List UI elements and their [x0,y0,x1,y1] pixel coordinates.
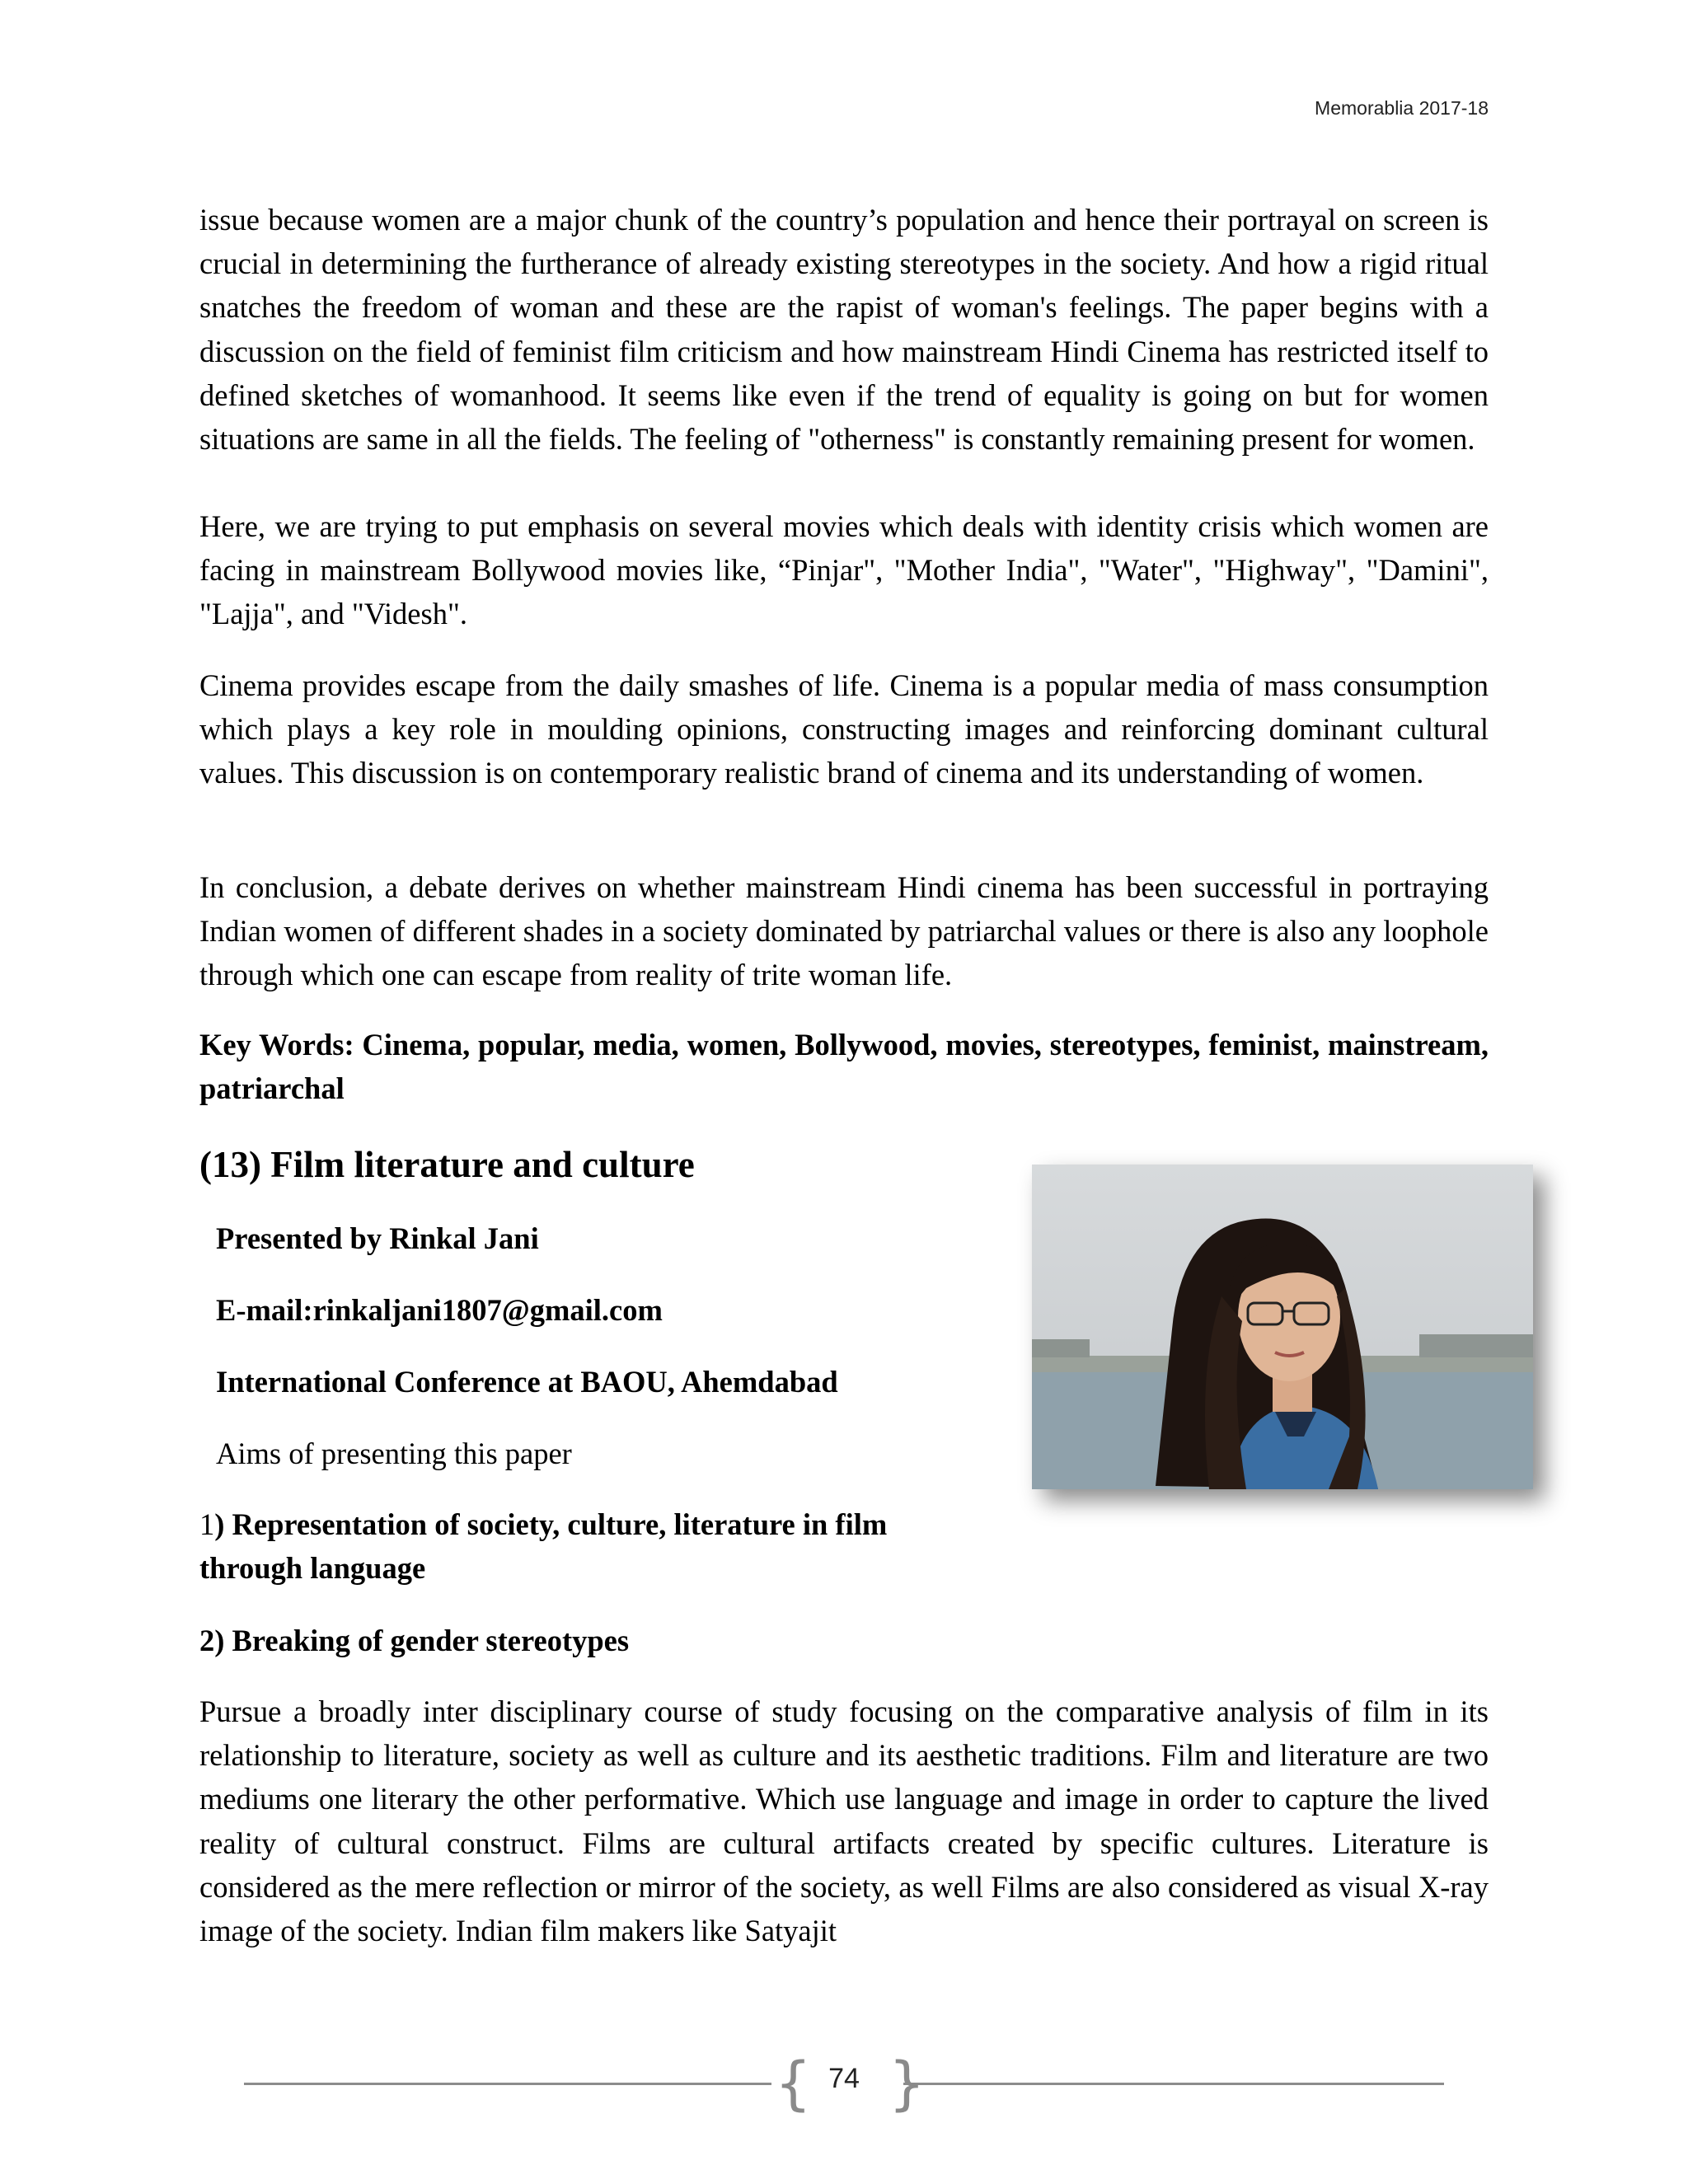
aim-1 [199,1502,991,1590]
keywords: Key Words: Cinema, popular, media, women, Bollywood, movies, stereotypes, feminist, mainstream, patriarchal [199,1028,1489,1106]
aims-intro: Aims of presenting this paper [216,1436,572,1470]
aim-1-text: ) Representation of society, culture, literature in film through language [199,1507,888,1585]
conference-name: International Conference at BAOU, Ahemdabad [216,1365,838,1399]
presenter-photo [1032,1165,1533,1489]
right-brace-icon: } [889,2050,926,2117]
paragraph-conclusion: In conclusion, a debate derives on whether mainstream Hindi cinema has been successful in portraying Indian women of different shades in a society dominated by patriarchal values or there is also any loophole through which one can escape from reality of trite woman life. [199,870,1489,992]
presenter-name: Presented by Rinkal Jani [216,1221,539,1255]
paragraph-cinema-escape: Cinema provides escape from the daily smashes of life. Cinema is a popular media of mass consumption which plays a key role in moulding opinions, constructing images and reinforcing dominant cultural values. This discussion is on contemporary realistic brand of cinema and its understanding of women. [199,668,1489,790]
page-number: 74 [828,2063,860,2094]
running-header: Memorablia 2017-18 [1315,97,1489,119]
section-heading: (13) Film literature and culture [199,1144,695,1185]
footer-rule-right [903,2083,1444,2085]
paragraph-film-literature: Pursue a broadly inter disciplinary course of study focusing on the comparative analysis of film in its relationship to literature, society as well as culture and its aesthetic traditions. Film and literature are two mediums one literary the other performative. Which use language and image in order to capture the lived reality of cultural construct. Films are cultural artifacts created by specific cultures. Literature is considered as the mere reflection or mirror of the society, as well Films are also considered as visual X-ray image of the society. Indian film makers like Satyajit [199,1694,1489,1948]
aim-1-number: 1 [199,1507,215,1541]
paragraph-intro: issue because women are a major chunk of the country’s population and hence their portrayal on screen is crucial in determining the furtherance of already existing stereotypes in the society. And how a rigid ritual snatches the freedom of woman and these are the rapist of woman's feelings. The paper begins with a discussion on the field of feminist film criticism and how mainstream Hindi Cinema has restricted itself to defined sketches of womanhood. It seems like even if the trend of equality is going on but for women situations are same in all the fields. The feeling of "otherness" is constantly remaining present for women. [199,203,1489,457]
aim-2: 2) Breaking of gender stereotypes [199,1624,630,1657]
paragraph-movies: Here, we are trying to put emphasis on several movies which deals with identity crisis which women are facing in mainstream Bollywood movies like, “Pinjar", "Mother India", "Water", "Highway", "Damini", "Lajja", and "Videsh". [199,509,1489,631]
presenter-email: E-mail:rinkaljani1807@gmail.com [216,1293,663,1327]
left-brace-icon: { [775,2050,812,2117]
footer-rule-left [244,2083,771,2085]
